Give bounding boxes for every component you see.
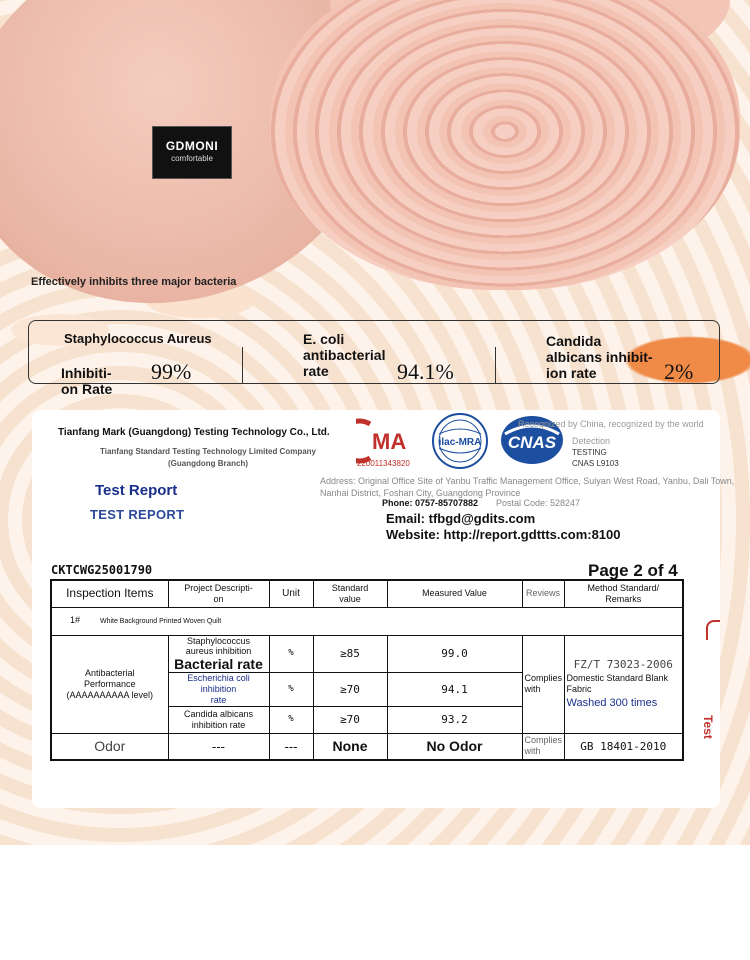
testing-label: TESTING — [572, 448, 607, 457]
row-measured: 94.1 — [387, 672, 522, 706]
row-desc: Escherichia coli inhibition rate — [168, 672, 269, 706]
stat-candida-label: Candida albicans inhibit- ion rate — [546, 333, 653, 381]
table-header-row — [51, 580, 683, 607]
header-unit: Unit — [269, 580, 313, 607]
cnas-detection — [572, 436, 619, 469]
antibacterial-method — [564, 635, 683, 733]
lab-website: Website: http://report.gdttts.com:8100 — [386, 527, 621, 542]
row-unit: % — [269, 672, 313, 706]
recognition-text: Recognized by China, recognized by the world — [518, 419, 704, 429]
header-project-description: Project Descripti- on — [168, 580, 269, 607]
stat-divider — [495, 347, 496, 383]
row-standard: ≥70 — [313, 706, 387, 733]
stat-divider — [242, 347, 243, 383]
lab-phone: Phone: 0757-85707882 — [382, 498, 479, 508]
odor-desc: --- — [168, 733, 269, 760]
sample-name: White Background Printed Woven Quilt — [99, 618, 222, 625]
header-measured-value: Measured Value — [387, 580, 522, 607]
lab-email: Email: tfbgd@gdits.com — [386, 511, 536, 526]
lab-postal-code: Postal Code: 528247 — [496, 498, 581, 508]
stat-ecoli-label: E. coli antibacterial rate — [303, 331, 386, 379]
detection-label: Detection — [572, 436, 611, 446]
odor-measured: No Odor — [387, 733, 522, 760]
antibacterial-item: Antibacterial Performance (AAAAAAAAAA level) — [51, 635, 168, 733]
row-unit: % — [269, 635, 313, 672]
lab-address: Address: Original Office Site of Yanbu Traffic Management Office, Suiyan West Road, Yanbu, Dali Town, Nanhai District, Foshan City, Guangdong Province — [320, 476, 735, 498]
row-measured: 93.2 — [387, 706, 522, 733]
sample-number: 1# — [70, 615, 81, 625]
row-unit: % — [269, 706, 313, 733]
method-note: Domestic Standard Blank Fabric — [566, 673, 669, 694]
odor-item: Odor — [51, 733, 168, 760]
cnas-number: CNAS L9103 — [572, 459, 619, 468]
stat-staph-label: Staphylococcus Aureus — [64, 331, 212, 346]
ilac-mra-logo — [431, 410, 489, 472]
quilt-roll — [270, 0, 740, 290]
odor-row — [51, 733, 683, 760]
row-desc-big: Bacterial rate — [174, 655, 263, 672]
cma-number: 220011343820 — [357, 459, 410, 468]
row-desc: Candida albicans inhibition rate — [168, 706, 269, 733]
brand-sub: comfortable — [171, 154, 213, 163]
cma-logo-text: MA — [372, 429, 407, 454]
odor-standard: None — [313, 733, 387, 760]
report-title-en: TEST REPORT — [90, 507, 185, 522]
antibacterial-reviews: Complies with — [522, 635, 564, 733]
sample-row — [51, 607, 683, 635]
header-standard-value: Standard value — [313, 580, 387, 607]
brand-name: GDMONI — [165, 139, 219, 153]
stats-panel — [28, 320, 720, 397]
brand-logo — [152, 126, 232, 179]
report-number: CKTCWG25001790 — [51, 563, 153, 577]
stat-ecoli-value: 94.1% — [397, 359, 454, 384]
stat-candida-value: 2% — [664, 359, 694, 384]
row-desc — [168, 635, 269, 672]
report-title-cn: Test Report — [95, 482, 178, 499]
lab-name-alt: Tianfang Standard Testing Technology Limited Company (Guangdong Branch) — [99, 447, 316, 468]
inspection-table — [50, 579, 684, 761]
header-reviews: Reviews — [522, 580, 564, 607]
row-desc-text: Staphylococcus aureus inhibition — [185, 635, 252, 656]
stat-staph-value: 99% — [151, 359, 192, 384]
row-standard: ≥70 — [313, 672, 387, 706]
row-measured: 99.0 — [387, 635, 522, 672]
row-standard: ≥85 — [313, 635, 387, 672]
cnas-logo-text: CNAS — [507, 433, 557, 452]
odor-reviews: Complies with — [522, 733, 564, 760]
table-row — [51, 635, 683, 672]
stat-staph-rate-label: Inhibiti- on Rate — [61, 365, 113, 397]
side-stamp-text: Test — [700, 715, 715, 739]
tagline: Effectively inhibits three major bacteria — [31, 276, 237, 288]
ilac-mra-logo-text: ilac-MRA — [438, 437, 482, 448]
page-indicator: Page 2 of 4 — [588, 561, 678, 580]
washed-note: Washed 300 times — [566, 697, 658, 709]
sample-cell — [51, 607, 683, 635]
method-code: FZ/T 73023-2006 — [573, 658, 673, 671]
header-inspection-items: Inspection Items — [51, 580, 168, 607]
odor-method: GB 18401-2010 — [564, 733, 683, 760]
odor-unit: --- — [269, 733, 313, 760]
header-method-standard: Method Standard/ Remarks — [564, 580, 683, 607]
stamp-arc — [706, 620, 720, 640]
lab-name: Tianfang Mark (Guangdong) Testing Technology Co., Ltd. — [58, 427, 330, 438]
side-stamp — [700, 620, 724, 750]
